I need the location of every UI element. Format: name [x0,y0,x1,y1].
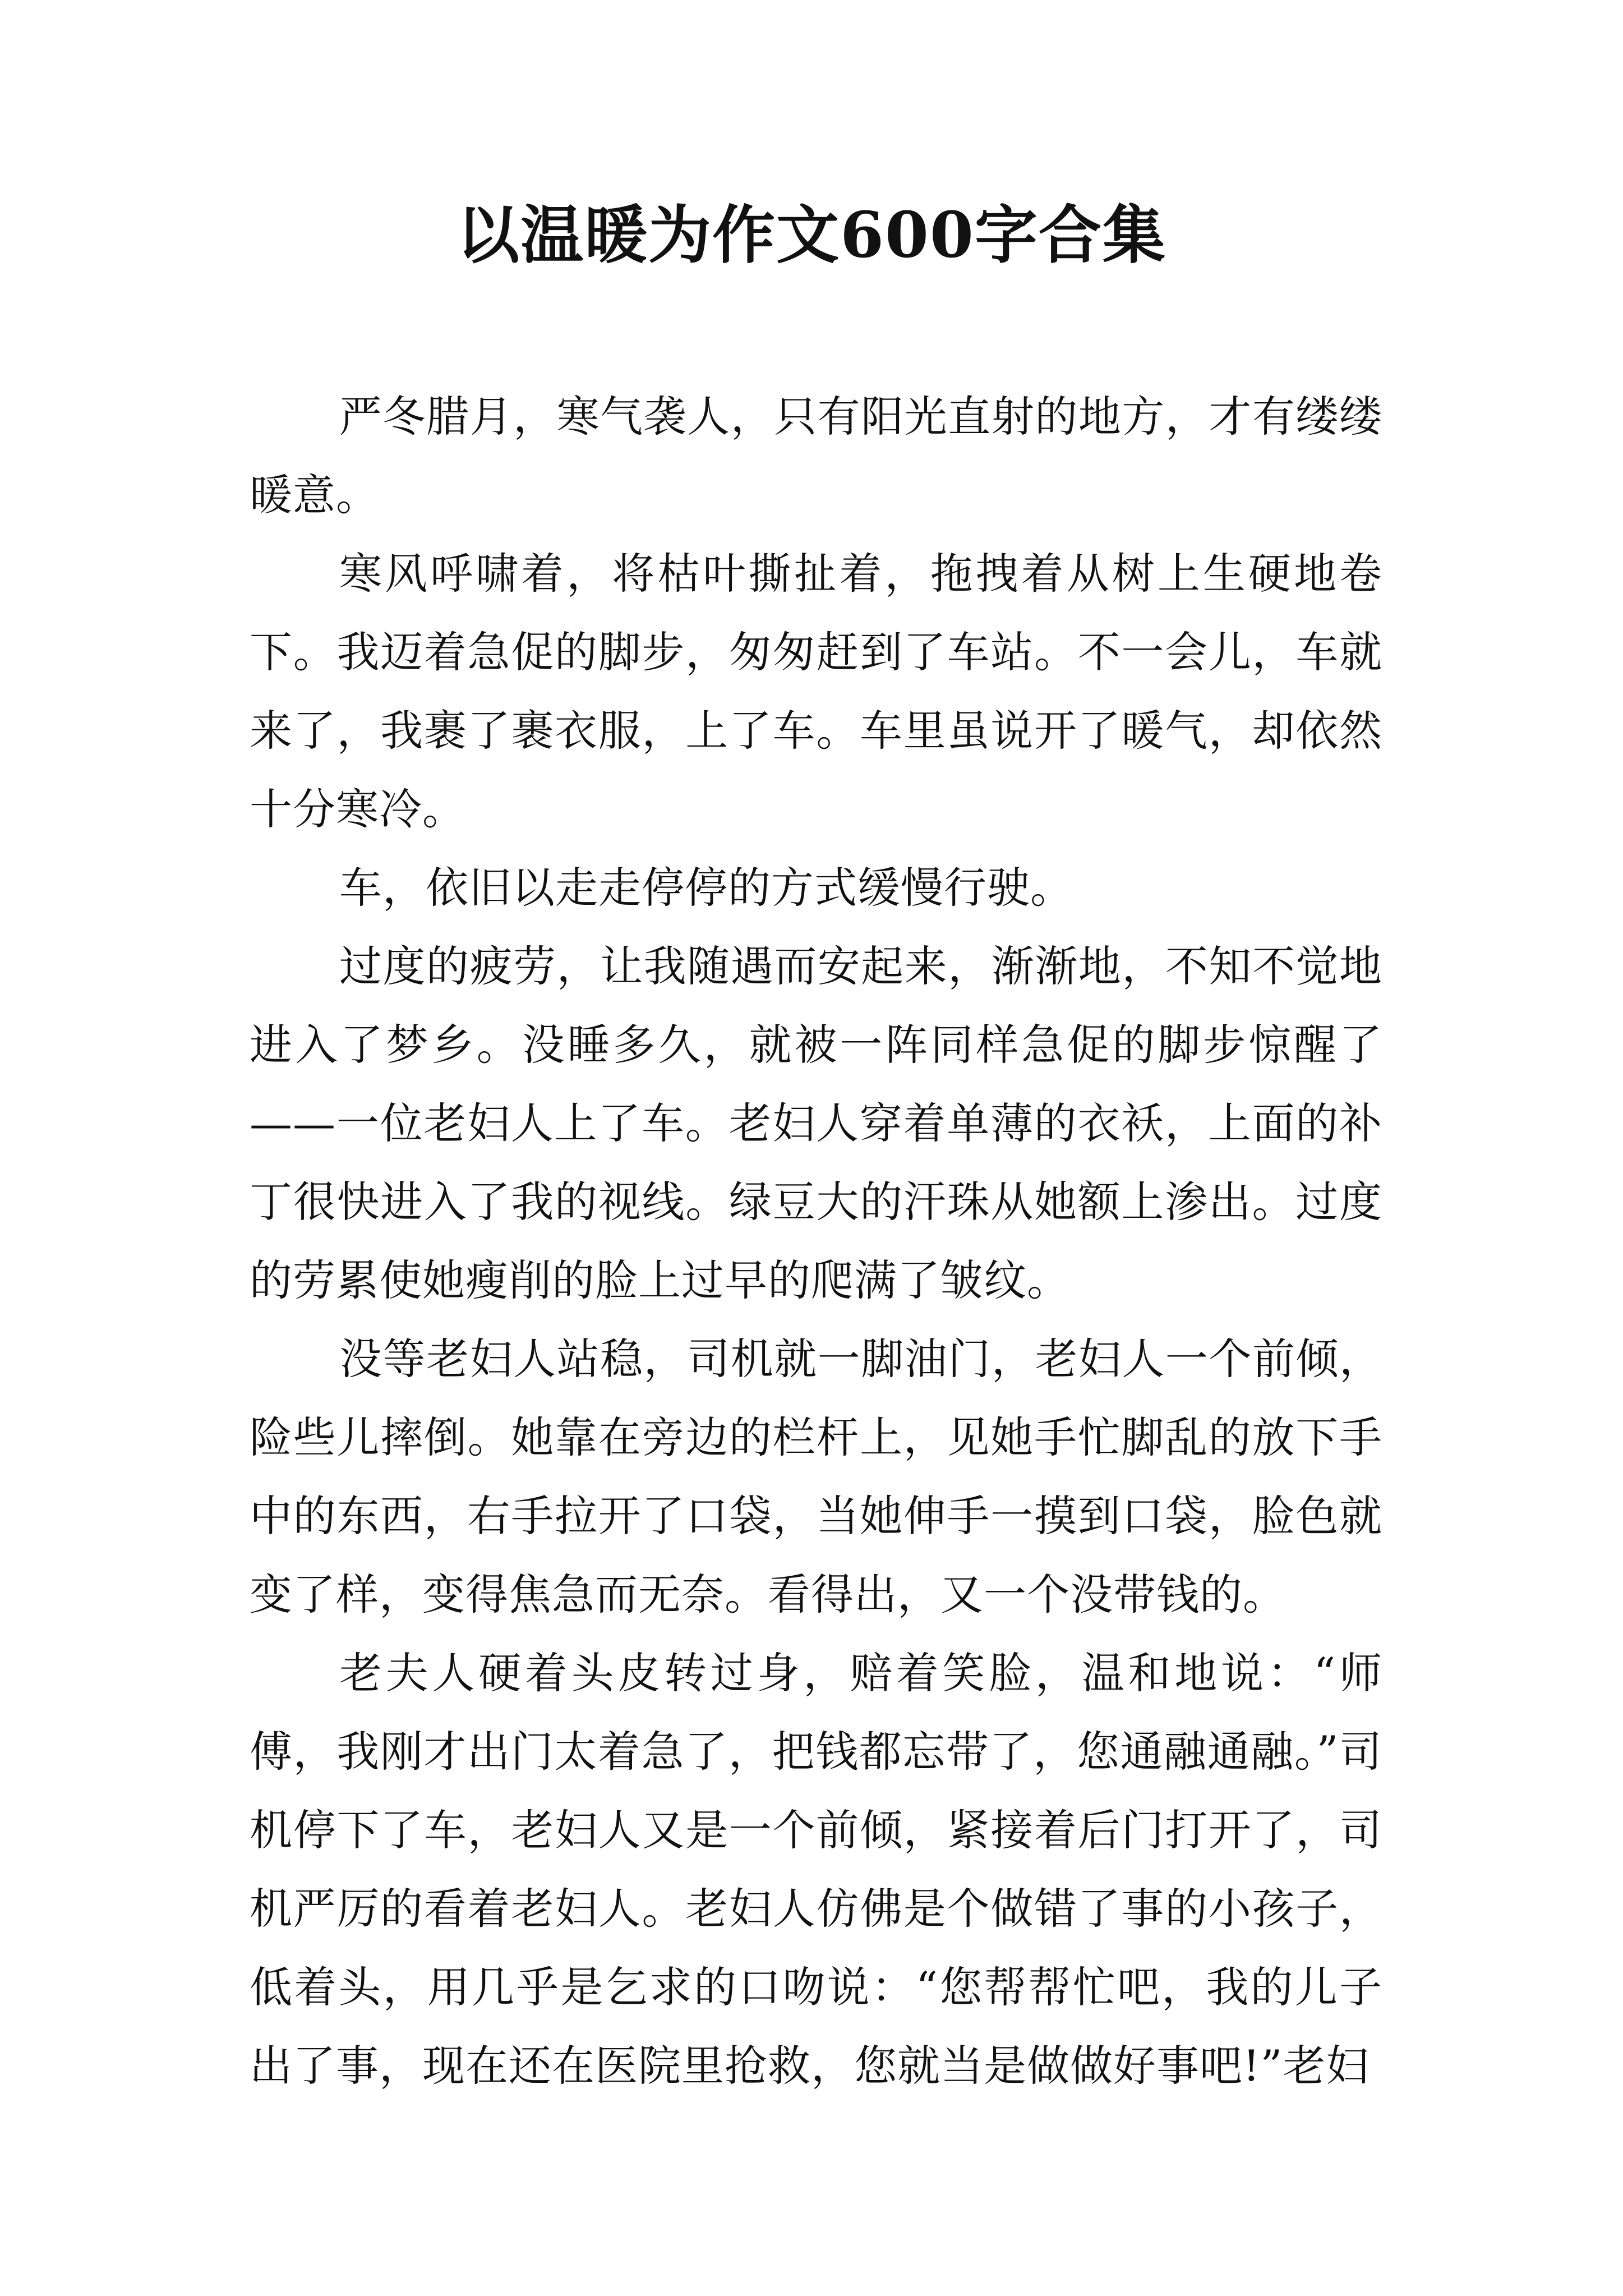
paragraph: 没等老妇人站稳，司机就一脚油门，老妇人一个前倾，险些儿摔倒。她靠在旁边的栏杆上，见她手忙脚乱的放下手中的东西，右手拉开了口袋，当她伸手一摸到口袋，脸色就变了样，变得焦急而无奈。看得出，又一个没带钱的。 [250,1334,1382,1619]
paragraph: 过度的疲劳，让我随遇而安起来，渐渐地，不知不觉地进入了梦乡。没睡多久，就被一阵同样急促的脚步惊醒了——一位老妇人上了车。老妇人穿着单薄的衣袄，上面的补丁很快进入了我的视线。绿豆大的汗珠从她额上渗出。过度的劳累使她瘦削的脸上过早的爬满了皱纹。 [250,941,1382,1305]
paragraph: 寒风呼啸着，将枯叶撕扯着，拖拽着从树上生硬地卷下。我迈着急促的脚步，匆匆赶到了车站。不一会儿，车就来了，我裹了裹衣服，上了车。车里虽说开了暖气，却依然十分寒冷。 [250,549,1382,834]
document-body [250,378,1382,2105]
document-title: 以温暖为作文600字合集 [457,199,1166,272]
paragraph: 车，依旧以走走停停的方式缓慢行驶。 [339,863,1073,913]
paragraph: 老夫人硬着头皮转过身，赔着笑脸，温和地说：“师傅，我刚才出门太着急了，把钱都忘带了，您通融通融。”司机停下了车，老妇人又是一个前倾，紧接着后门打开了，司机严厉的看着老妇人。老妇人仿佛是个做错了事的小孩子，低着头，用几乎是乞求的口吻说：“您帮帮忙吧，我的儿子出了事，现在还在医院里抢救，您就当是做做好事吧!”老妇 [250,1648,1382,2091]
paragraph: 严冬腊月，寒气袭人，只有阳光直射的地方，才有缕缕暖意。 [250,392,1382,520]
